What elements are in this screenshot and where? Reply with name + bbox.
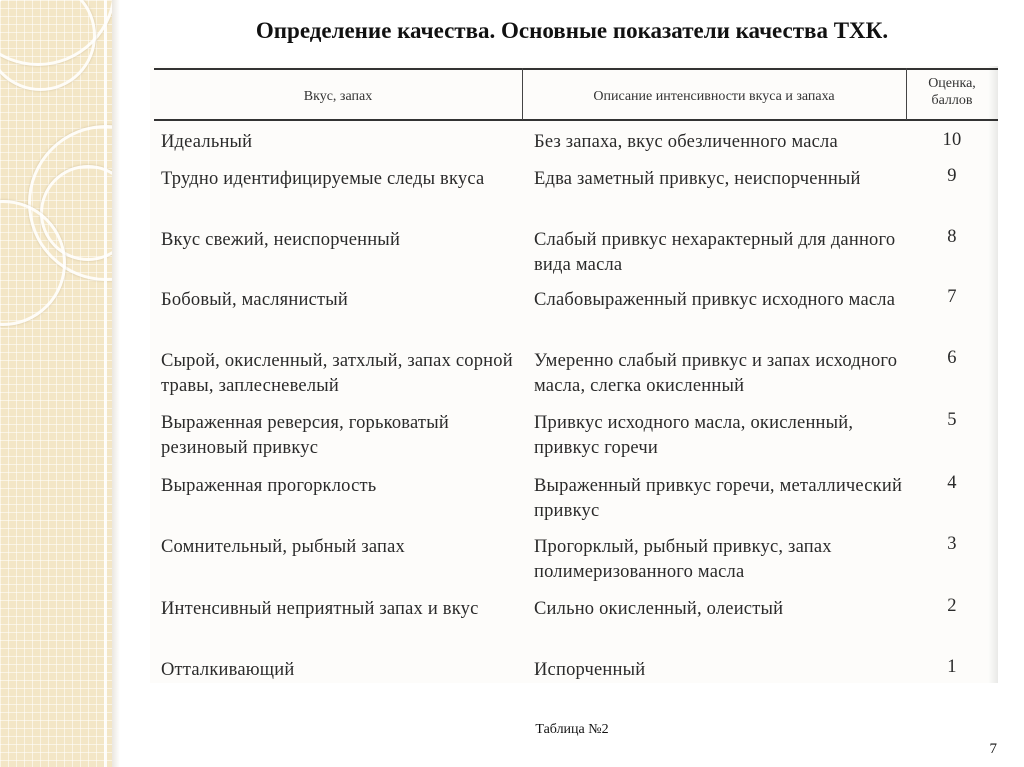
sidebar-shadow: [112, 0, 120, 767]
header-score: Оценка, баллов: [928, 76, 976, 108]
decorative-sidebar: [0, 0, 112, 767]
cell-description: Выраженный привкус горечи, металлический привкус: [534, 476, 903, 521]
cell-taste: Сомнительный, рыбный запах: [161, 537, 405, 557]
cell-taste: Вкус свежий, неиспорченный: [161, 230, 401, 250]
cell-score: 5: [947, 410, 957, 430]
cell-description: Без запаха, вкус обезличенного масла: [534, 132, 838, 152]
cell-taste: Сырой, окисленный, затхлый, запах сорной травы, заплесневелый: [161, 351, 513, 396]
cell-score: 7: [947, 287, 957, 307]
table-caption: Таблица №2: [535, 722, 609, 737]
cell-score: 2: [947, 596, 957, 616]
cell-description: Привкус исходного масла, окисленный, привкус горечи: [534, 413, 854, 458]
cell-description: Испорченный: [534, 660, 646, 680]
cell-description: Сильно окисленный, олеистый: [534, 599, 784, 619]
cell-taste: Выраженная реверсия, горьковатый резиновый привкус: [161, 413, 449, 458]
header-taste: Вкус, запах: [303, 89, 373, 104]
cell-score: 10: [942, 130, 962, 150]
cell-taste: Интенсивный неприятный запах и вкус: [161, 599, 479, 619]
cell-taste: Идеальный: [161, 132, 253, 152]
cell-taste: Бобовый, маслянистый: [161, 290, 349, 310]
cell-score: 4: [947, 473, 957, 493]
table-top-rule: [154, 68, 998, 70]
cell-score: 8: [947, 227, 957, 247]
cell-description: Едва заметный привкус, неиспорченный: [534, 169, 861, 189]
cell-taste: Отталкивающий: [161, 660, 295, 680]
cell-score: 1: [947, 657, 957, 677]
scanned-table: [150, 66, 998, 683]
cell-taste: Выраженная прогорклость: [161, 476, 377, 496]
scan-shadow: [988, 66, 998, 683]
header-description: Описание интенсивности вкуса и запаха: [593, 89, 835, 104]
decorative-line: [104, 0, 107, 767]
cell-score: 3: [947, 534, 957, 554]
cell-taste: Трудно идентифицируемые следы вкуса: [161, 169, 485, 189]
slide-title: Определение качества. Основные показатели качества ТХК.: [255, 18, 889, 43]
cell-description: Слабовыраженный привкус исходного масла: [534, 290, 896, 310]
cell-description: Прогорклый, рыбный привкус, запах полимеризованного масла: [534, 537, 832, 582]
table-header-rule: [154, 119, 998, 121]
cell-score: 9: [947, 166, 957, 186]
cell-description: Умеренно слабый привкус и запах исходного масла, слегка окисленный: [534, 351, 898, 396]
cell-description: Слабый привкус нехарактерный для данного вида масла: [534, 230, 896, 275]
decorative-ring: [0, 0, 96, 91]
page-number: 7: [989, 741, 997, 757]
cell-score: 6: [947, 348, 957, 368]
